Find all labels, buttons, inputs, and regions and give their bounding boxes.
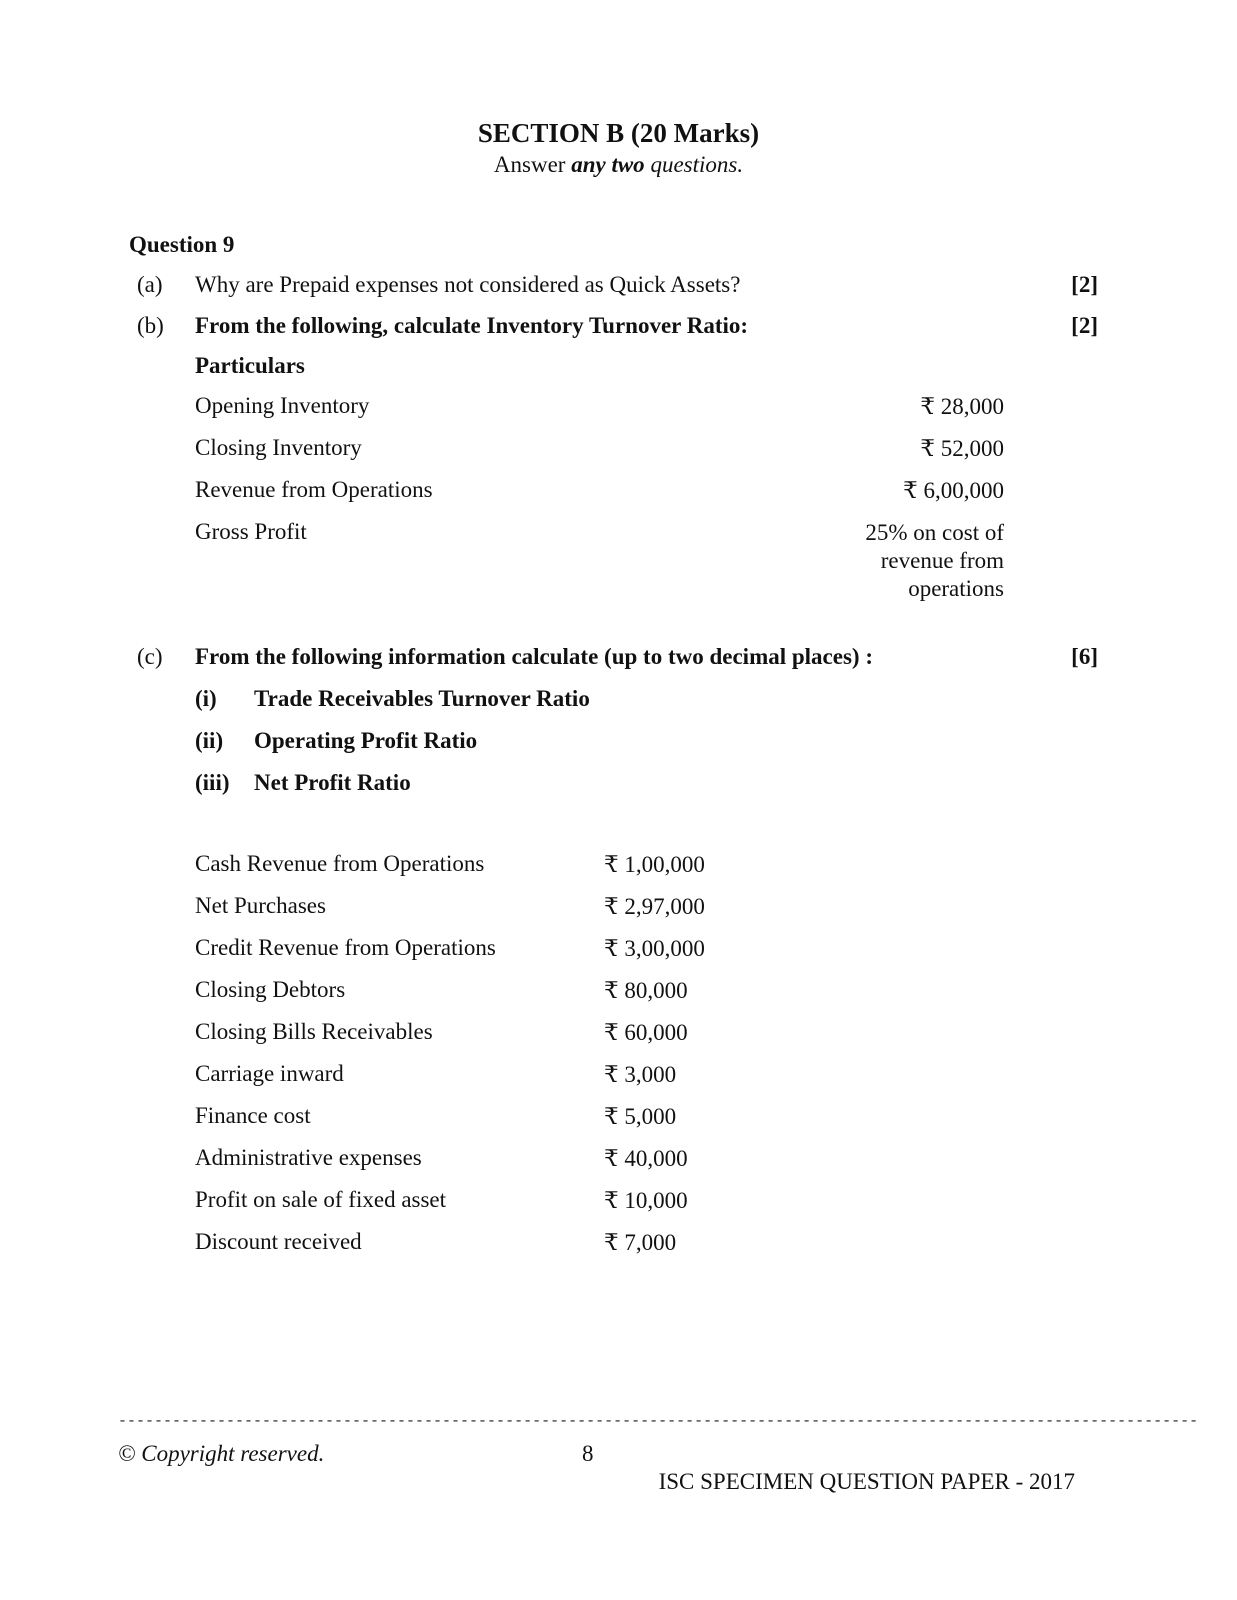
sub-item-number: (ii) <box>195 728 224 753</box>
c-item-amount: ₹ 2,97,000 <box>604 894 705 919</box>
sub-item-text: Trade Receivables Turnover Ratio <box>254 686 590 711</box>
part-a-text: Why are Prepaid expenses not considered as Quick Assets? <box>195 272 741 297</box>
instruction-emphasis: any two <box>571 152 645 177</box>
section-title: SECTION B (20 Marks) <box>477 118 760 148</box>
part-c-text: From the following information calculate (up to two decimal places) : <box>195 644 873 669</box>
c-item-name: Net Purchases <box>195 893 326 918</box>
c-item-amount: ₹ 1,00,000 <box>604 852 705 877</box>
c-item-name: Finance cost <box>195 1103 311 1128</box>
paper-title-footer: ISC SPECIMEN QUESTION PAPER - 2017 <box>658 1469 1075 1494</box>
b-item-name: Opening Inventory <box>195 393 370 418</box>
particulars-header: Particulars <box>195 353 305 378</box>
instruction-prefix: Answer <box>493 152 572 177</box>
b-item-amount: ₹ 28,000 <box>920 394 1004 419</box>
b-item-name: Gross Profit <box>195 519 307 544</box>
question-title: Question 9 <box>129 232 235 257</box>
part-b-label: (b) <box>137 313 164 338</box>
sub-item-number: (iii) <box>195 770 230 795</box>
section-instruction <box>0 152 1237 178</box>
c-item-amount: ₹ 3,000 <box>604 1062 677 1087</box>
sub-item-number: (i) <box>195 686 217 711</box>
c-item-amount: ₹ 3,00,000 <box>604 936 705 961</box>
c-item-amount: ₹ 40,000 <box>604 1146 688 1171</box>
part-a-marks: [2] <box>1071 272 1098 297</box>
c-item-name: Closing Debtors <box>195 977 346 1002</box>
part-b-marks: [2] <box>1071 313 1098 338</box>
c-item-amount: ₹ 7,000 <box>604 1230 677 1255</box>
c-item-amount: ₹ 5,000 <box>604 1104 677 1129</box>
c-item-amount: ₹ 10,000 <box>604 1188 688 1213</box>
sub-item-text: Operating Profit Ratio <box>254 728 478 753</box>
c-item-name: Profit on sale of fixed asset <box>195 1187 447 1212</box>
part-c-label: (c) <box>137 644 163 669</box>
b-item-name: Closing Inventory <box>195 435 362 460</box>
c-item-amount: ₹ 60,000 <box>604 1020 688 1045</box>
b-item-name: Revenue from Operations <box>195 477 433 502</box>
instruction-suffix: questions. <box>644 152 744 177</box>
b-item-amount: 25% on cost of revenue from operations <box>865 520 1004 601</box>
c-item-name: Cash Revenue from Operations <box>195 851 485 876</box>
sub-item-text: Net Profit Ratio <box>254 770 411 795</box>
page-number: 8 <box>582 1441 594 1466</box>
c-item-name: Discount received <box>195 1229 362 1254</box>
c-item-name: Administrative expenses <box>195 1145 422 1170</box>
b-item-amount: ₹ 6,00,000 <box>903 478 1004 503</box>
footer-divider: ------------------------------------------------------------------------------------------------------------------------ <box>118 1413 1199 1430</box>
c-item-name: Closing Bills Receivables <box>195 1019 433 1044</box>
b-item-amount: ₹ 52,000 <box>920 436 1004 461</box>
c-item-name: Carriage inward <box>195 1061 344 1086</box>
part-a-label: (a) <box>137 272 163 297</box>
c-item-amount: ₹ 80,000 <box>604 978 688 1003</box>
part-b-text: From the following, calculate Inventory Turnover Ratio: <box>195 313 749 338</box>
copyright-notice: © Copyright reserved. <box>118 1441 325 1466</box>
part-c-marks: [6] <box>1071 644 1098 669</box>
c-item-name: Credit Revenue from Operations <box>195 935 496 960</box>
